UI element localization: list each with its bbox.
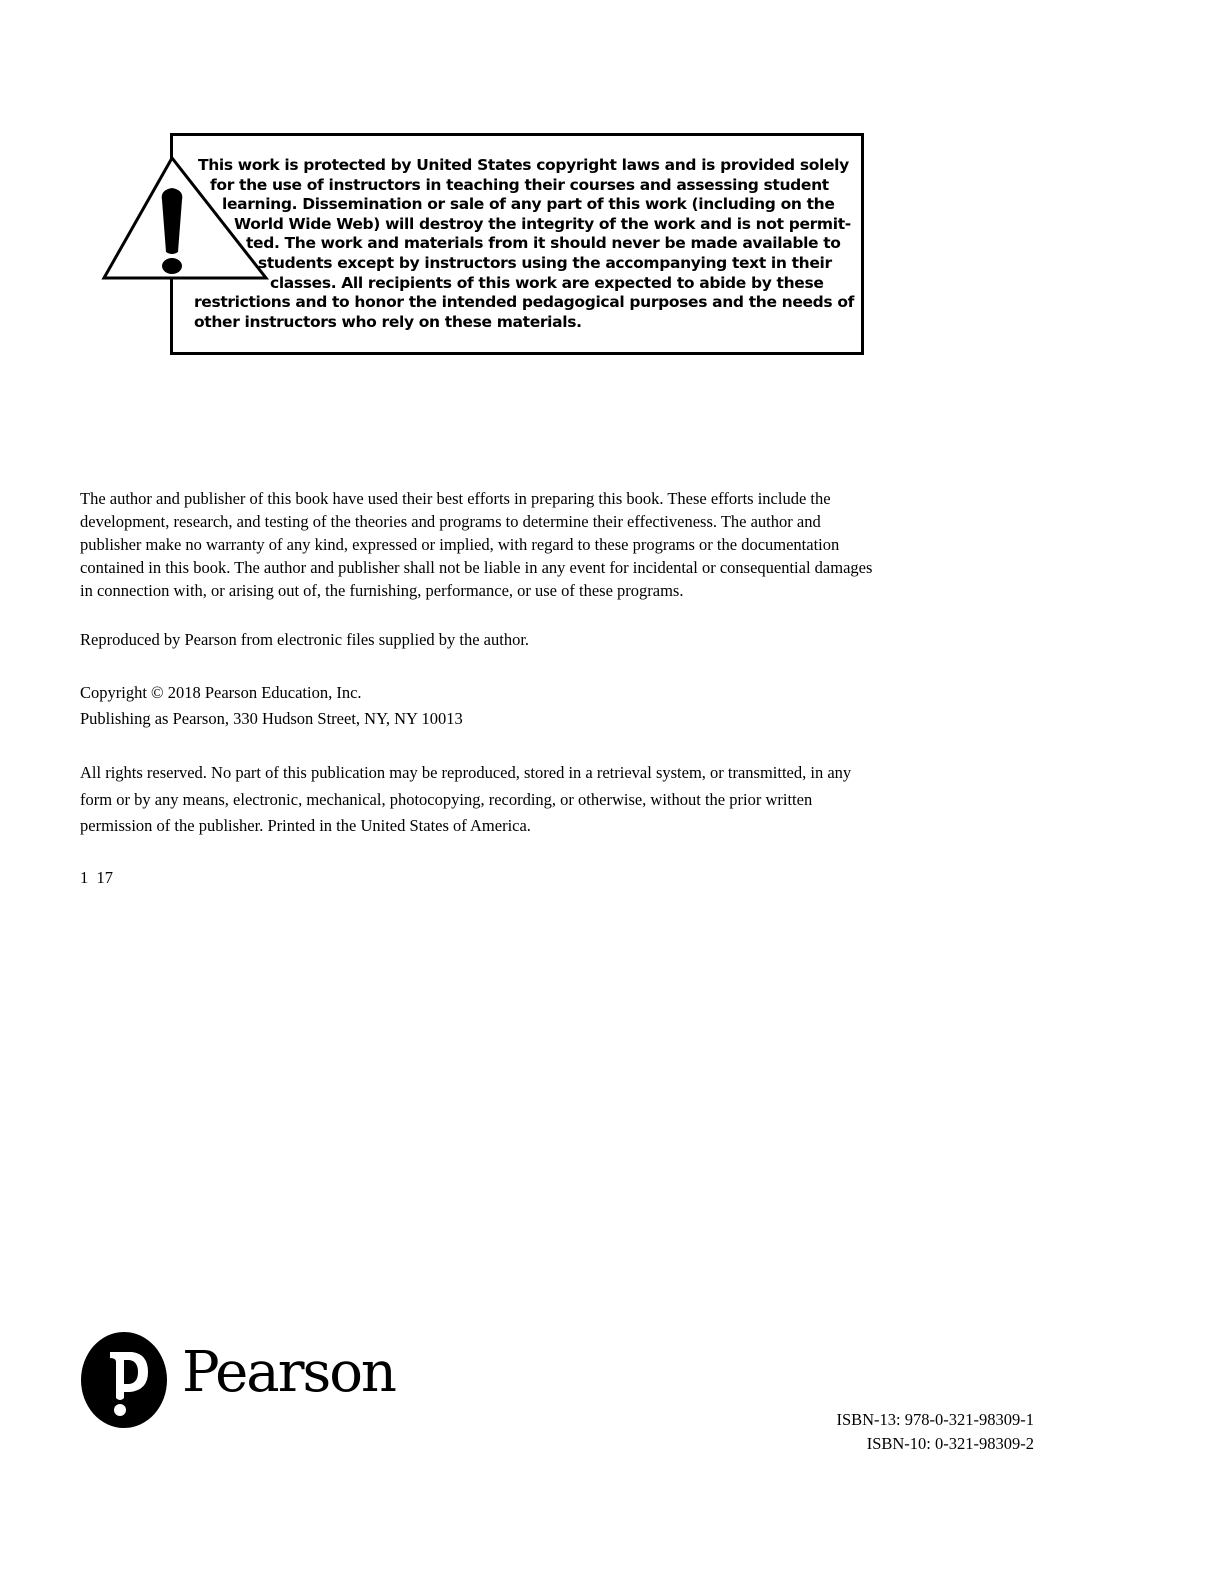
print-line: 1 17: [80, 868, 113, 887]
pearson-logo: [80, 1330, 410, 1430]
warning-line: ted. The work and materials from it should never be made available to: [246, 234, 841, 253]
disclaimer-line: development, research, and testing of the theories and programs to determine their effectiveness. The author and: [80, 512, 821, 531]
warning-line: World Wide Web) will destroy the integrity of the work and is not permit-: [234, 214, 851, 233]
warning-line: students except by instructors using the accompanying text in their: [258, 253, 832, 272]
rights-line: permission of the publisher. Printed in the United States of America.: [80, 816, 531, 835]
warning-line: for the use of instructors in teaching their courses and assessing student: [210, 175, 829, 194]
warning-line: other instructors who rely on these materials.: [194, 312, 582, 331]
isbn-block: [836, 1408, 1034, 1456]
isbn-10: ISBN-10: 0-321-98309-2: [866, 1434, 1034, 1453]
pearson-wordmark: Pearson: [182, 1340, 395, 1405]
disclaimer-line: The author and publisher of this book have used their best efforts in preparing this book. These efforts include the: [80, 489, 831, 508]
pearson-logo-icon: [80, 1330, 170, 1430]
copyright-notice: [80, 680, 1040, 732]
copyright-warning-text: [190, 156, 855, 332]
copyright-line: Copyright © 2018 Pearson Education, Inc.: [80, 683, 362, 702]
reproduced-notice: Reproduced by Pearson from electronic files supplied by the author.: [80, 630, 530, 649]
publisher-address: Publishing as Pearson, 330 Hudson Street, NY, NY 10013: [80, 709, 463, 728]
disclaimer-line: contained in this book. The author and publisher shall not be liable in any event for incidental or consequential damages: [80, 558, 873, 577]
rights-paragraph: [80, 760, 1040, 840]
disclaimer-line: publisher make no warranty of any kind, expressed or implied, with regard to these programs or the documentation: [80, 535, 840, 554]
disclaimer-line: in connection with, or arising out of, the furnishing, performance, or use of these programs.: [80, 581, 684, 600]
rights-line: form or by any means, electronic, mechanical, photocopying, recording, or otherwise, without the prior written: [80, 789, 813, 809]
warning-line: classes. All recipients of this work are expected to abide by these: [270, 273, 824, 292]
warning-line: learning. Dissemination or sale of any part of this work (including on the: [222, 195, 835, 214]
warning-line: This work is protected by United States copyright laws and is provided solely: [198, 156, 849, 174]
warning-line: restrictions and to honor the intended pedagogical purposes and the needs of: [194, 293, 855, 312]
isbn-13: ISBN-13: 978-0-321-98309-1: [836, 1410, 1034, 1429]
rights-line: All rights reserved. No part of this publication may be reproduced, stored in a retrieval system, or transmitted, in any: [80, 763, 852, 782]
disclaimer-paragraph: [80, 487, 1040, 602]
